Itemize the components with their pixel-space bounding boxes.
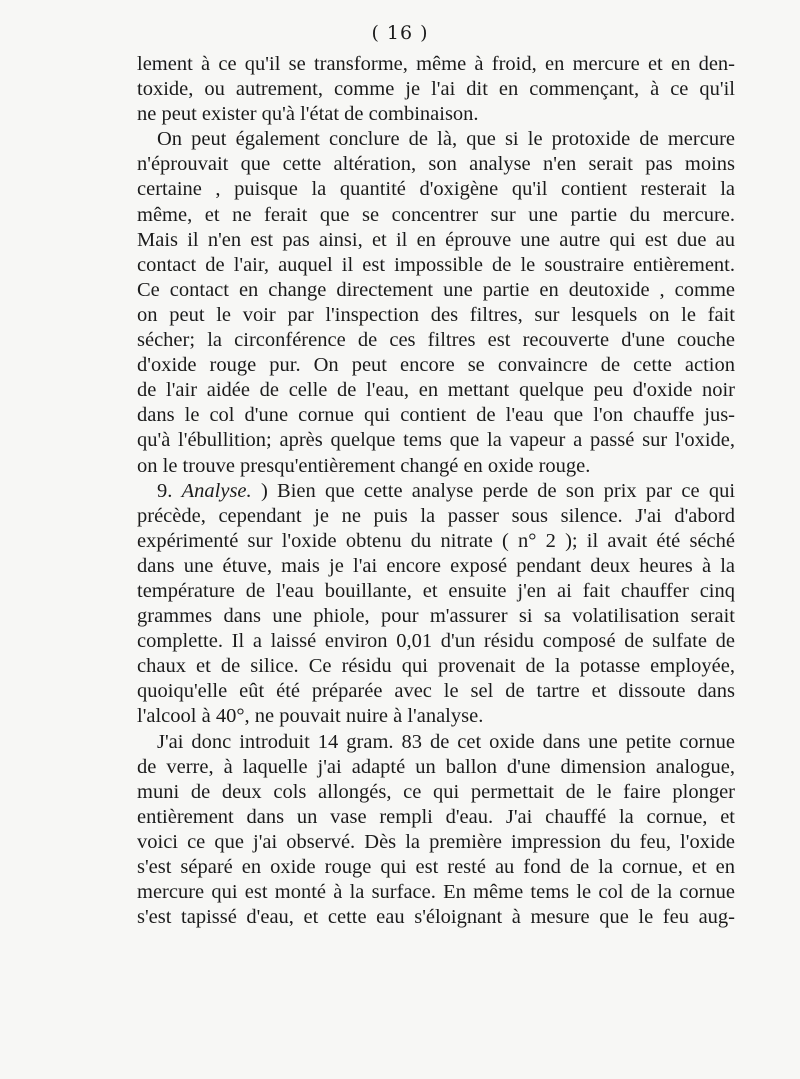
text-line: chaux et de silice. Ce résidu qui provenait de la potasse employée, <box>137 655 735 678</box>
text-line: entièrement dans un vase rempli d'eau. J'ai chauffé la cornue, et <box>137 805 735 828</box>
text-line: de l'air aidée de celle de l'eau, en mettant quelque peu d'oxide noir <box>137 379 735 402</box>
text-line: mercure qui est monté à la surface. En même tems le col de la cornue <box>137 881 735 904</box>
text-line: dans une étuve, mais je l'ai encore exposé pendant deux heures à la <box>137 554 735 577</box>
text-line: même, et ne ferait que se concentrer sur une partie du mercure. <box>137 203 735 226</box>
section-number: 9. <box>157 479 173 502</box>
section-heading-line <box>137 479 735 504</box>
text-line: contact de l'air, auquel il est impossible de le soustraire entièrement. <box>137 253 735 276</box>
page-number: ( 16 ) <box>371 22 429 44</box>
text-line: on le trouve presqu'entièrement changé en oxide rouge. <box>137 454 591 477</box>
text-line: qu'à l'ébullition; après quelque tems que la vapeur a passé sur l'oxide, <box>137 429 735 452</box>
text-line: précède, cependant je ne puis la passer sous silence. J'ai d'abord <box>137 504 735 527</box>
text-line: on peut le voir par l'inspection des filtres, sur lesquels on le fait <box>137 303 735 326</box>
text-line: dans le col d'une cornue qui contient de l'eau que l'on chauffe jus- <box>137 404 735 427</box>
text-line: certaine , puisque la quantité d'oxigène qu'il contient resterait la <box>137 178 735 201</box>
body-text <box>137 52 735 930</box>
text-line: muni de deux cols allongés, ce qui permettait de le faire plonger <box>137 780 735 803</box>
text-line: grammes dans une phiole, pour m'assurer si sa volatilisation serait <box>137 605 735 628</box>
text-line: expérimenté sur l'oxide obtenu du nitrate ( n° 2 ); il avait été séché <box>137 529 735 552</box>
section-heading: Analyse. <box>181 479 252 502</box>
text-line: voici ce que j'ai observé. Dès la première impression du feu, l'oxide <box>137 830 735 853</box>
text-line: complette. Il a laissé environ 0,01 d'un résidu composé de sulfate de <box>137 630 735 653</box>
text-line: d'oxide rouge pur. On peut encore se convaincre de cette action <box>137 354 735 377</box>
text-line: Mais il n'en est pas ainsi, et il en éprouve une autre qui est due au <box>137 228 735 251</box>
text-line: ne peut exister qu'à l'état de combinaison. <box>137 103 479 126</box>
text-line: n'éprouvait que cette altération, son analyse n'en serait pas moins <box>137 153 735 176</box>
text-line: température de l'eau bouillante, et ensuite j'en ai fait chauffer cinq <box>137 579 735 602</box>
text-line: sécher; la circonférence de ces filtres est recouverte d'une couche <box>137 329 735 352</box>
text-line: s'est séparé en oxide rouge qui est resté au fond de la cornue, et en <box>137 856 735 878</box>
text-line: lement à ce qu'il se transforme, même à froid, en mercure et en den- <box>137 53 735 75</box>
text-line: s'est tapissé d'eau, et cette eau s'éloignant à mesure que le feu aug- <box>137 906 735 929</box>
text-line: quoiqu'elle eût été préparée avec le sel de tartre et dissoute dans <box>137 680 735 703</box>
text-line-rest: ) Bien que cette analyse perde de son prix par ce qui <box>260 479 736 502</box>
text-line: On peut également conclure de là, que si le protoxide de mercure <box>157 128 735 151</box>
text-line: l'alcool à 40°, ne pouvait nuire à l'analyse. <box>137 705 484 728</box>
text-line: toxide, ou autrement, comme je l'ai dit en commençant, à ce qu'il <box>137 78 735 101</box>
text-line: J'ai donc introduit 14 gram. 83 de cet oxide dans une petite cornue <box>157 730 735 753</box>
text-line: de verre, à laquelle j'ai adapté un ballon d'une dimension analogue, <box>137 755 735 778</box>
text-line: Ce contact en change directement une partie en deutoxide , comme <box>137 278 735 301</box>
